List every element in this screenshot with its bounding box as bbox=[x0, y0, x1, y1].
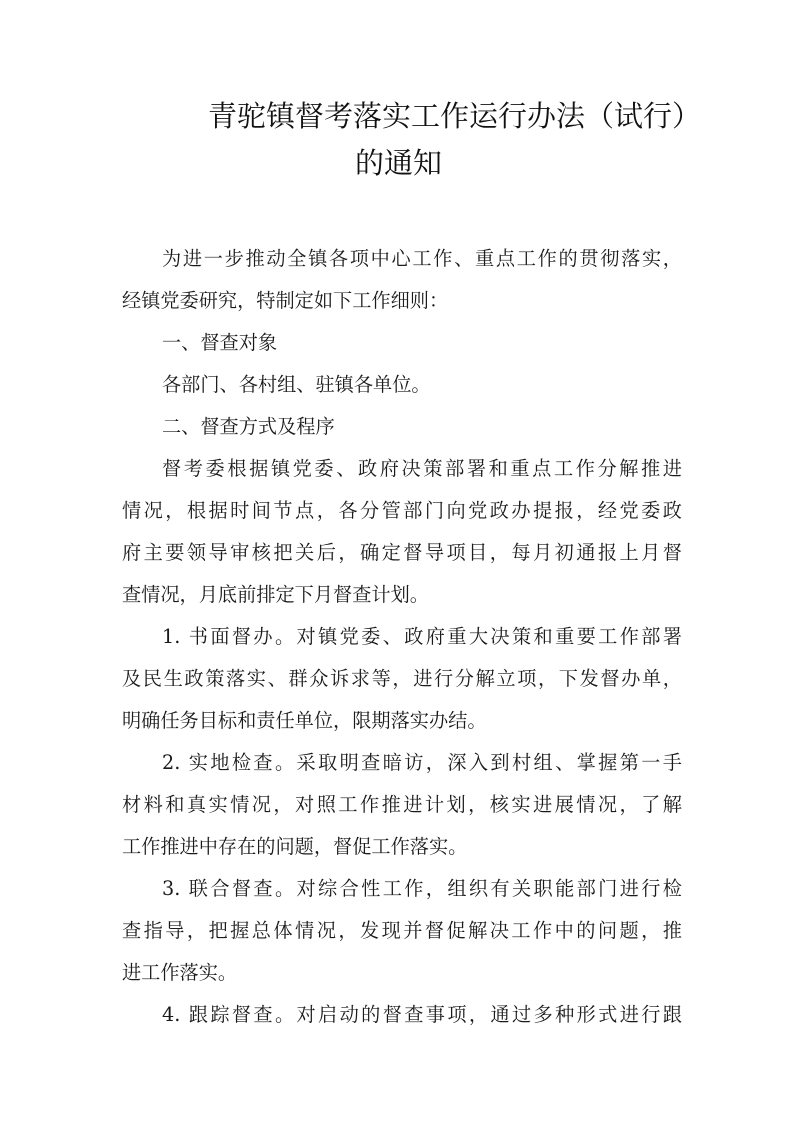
list-item: 1. 书面督办。对镇党委、政府重大决策和重要工作部署 bbox=[162, 625, 682, 648]
body-line: 材料和真实情况，对照工作推进计划，核实进展情况，了解 bbox=[122, 793, 682, 816]
body-line: 工作推进中存在的问题，督促工作落实。 bbox=[122, 835, 468, 858]
body-line: 及民生政策落实、群众诉求等，进行分解立项，下发督办单， bbox=[122, 667, 682, 690]
body-line: 督考委根据镇党委、政府决策部署和重点工作分解推进 bbox=[162, 457, 682, 480]
body-line: 经镇党委研究，特制定如下工作细则： bbox=[122, 289, 449, 312]
body-line: 情况，根据时间节点，各分管部门向党政办提报，经党委政 bbox=[122, 499, 682, 522]
body-line: 查情况，月底前排定下月督查计划。 bbox=[122, 583, 429, 606]
document-title-line-1: 青驼镇督考落实工作运行办法（试行） bbox=[208, 99, 702, 133]
body-line: 各部门、各村组、驻镇各单位。 bbox=[162, 373, 431, 396]
list-item: 4. 跟踪督查。对启动的督查事项，通过多种形式进行跟 bbox=[162, 1003, 682, 1026]
section-heading: 二、督查方式及程序 bbox=[162, 415, 335, 438]
list-item: 3. 联合督查。对综合性工作，组织有关职能部门进行检 bbox=[162, 877, 682, 900]
body-line: 府主要领导审核把关后，确定督导项目，每月初通报上月督 bbox=[122, 541, 682, 564]
body-line: 明确任务目标和责任单位，限期落实办结。 bbox=[122, 709, 487, 732]
section-heading: 一、督查对象 bbox=[162, 331, 278, 354]
body-line: 查指导，把握总体情况，发现并督促解决工作中的问题，推 bbox=[122, 919, 682, 942]
body-line: 进工作落实。 bbox=[122, 961, 238, 984]
body-line: 为进一步推动全镇各项中心工作、重点工作的贯彻落实， bbox=[162, 247, 682, 270]
list-item: 2. 实地检查。采取明查暗访，深入到村组、掌握第一手 bbox=[162, 751, 682, 774]
document-title-line-2: 的通知 bbox=[355, 146, 443, 180]
